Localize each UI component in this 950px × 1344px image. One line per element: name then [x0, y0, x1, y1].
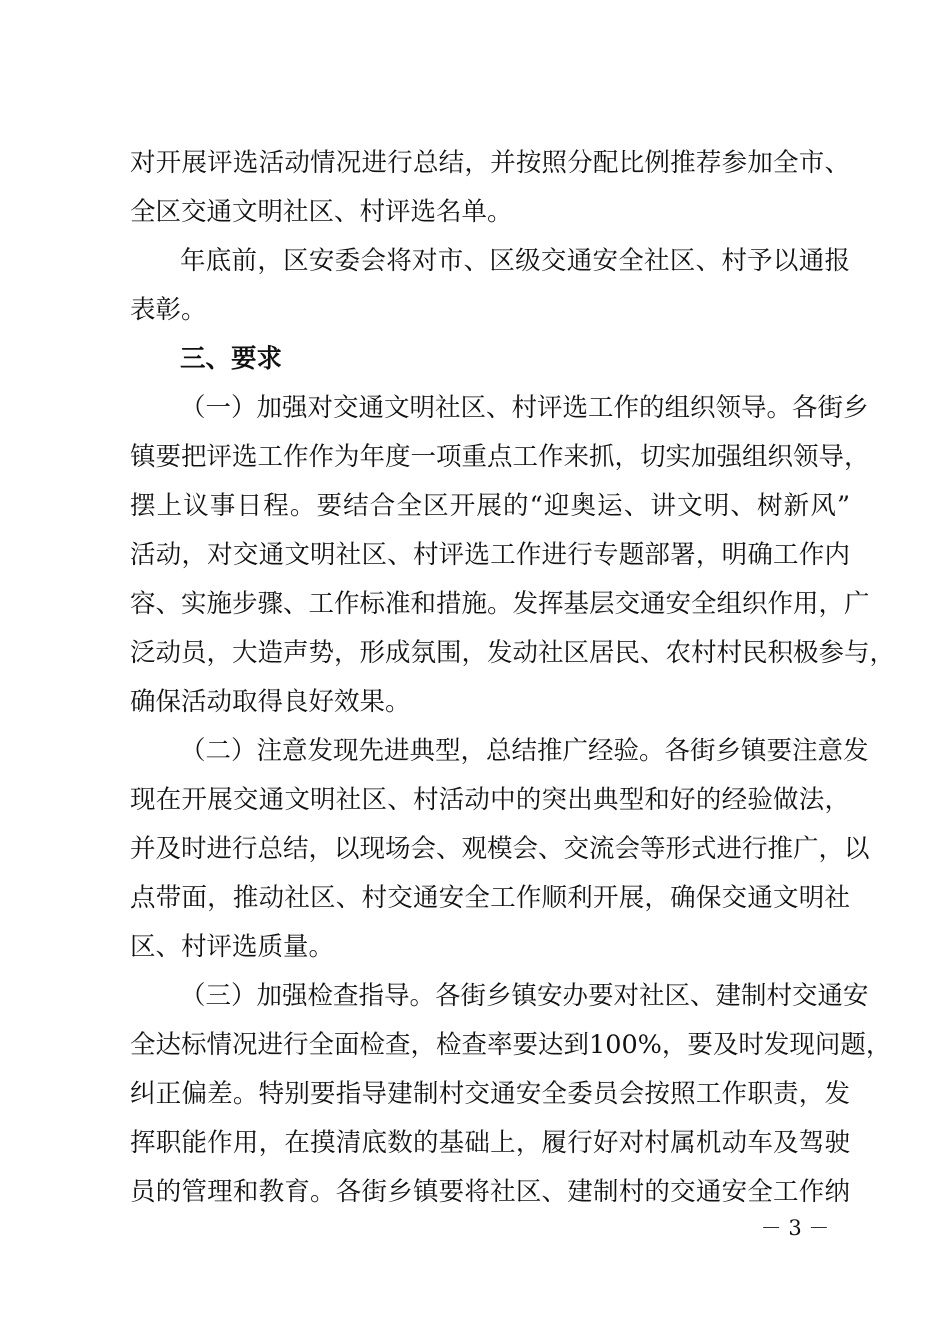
body-text-line: 年底前，区安委会将对市、区级交通安全社区、村予以通报 — [180, 246, 850, 276]
body-text-line: 全区交通文明社区、村评选名单。 — [130, 197, 513, 227]
body-text-line: 区、村评选质量。 — [130, 932, 335, 962]
body-text-line: 纠正偏差。特别要指导建制村交通安全委员会按照工作职责，发 — [130, 1079, 850, 1109]
body-text-line: 对开展评选活动情况进行总结，并按照分配比例推荐参加全市、 — [130, 148, 850, 178]
body-text-line: 全达标情况进行全面检查，检查率要达到100%，要及时发现问题， — [130, 1030, 892, 1060]
body-text-line: 泛动员，大造声势，形成氛围，发动社区居民、农村村民积极参与， — [130, 638, 896, 668]
body-text-line: 并及时进行总结，以现场会、观模会、交流会等形式进行推广，以 — [130, 834, 870, 864]
body-text-line: 确保活动取得良好效果。 — [130, 687, 411, 717]
body-text-line: 摆上议事日程。要结合全区开展的“迎奥运、讲文明、树新风” — [130, 491, 850, 521]
body-text-line: 员的管理和教育。各街乡镇要将社区、建制村的交通安全工作纳 — [130, 1177, 850, 1207]
body-text-line: （一）加强对交通文明社区、村评选工作的组织领导。各街乡 — [180, 393, 869, 423]
body-text-line: 挥职能作用，在摸清底数的基础上，履行好对村属机动车及驾驶 — [130, 1128, 850, 1158]
page-number: － 3 － — [760, 1216, 830, 1240]
body-text-line: 现在开展交通文明社区、村活动中的突出典型和好的经验做法， — [130, 785, 850, 815]
body-text-line: 点带面，推动社区、村交通安全工作顺利开展，确保交通文明社 — [130, 883, 850, 913]
body-text-line: （三）加强检查指导。各街乡镇安办要对社区、建制村交通安 — [180, 981, 869, 1011]
body-text-line: 容、实施步骤、工作标准和措施。发挥基层交通安全组织作用，广 — [130, 589, 870, 619]
body-text-line: 镇要把评选工作作为年度一项重点工作来抓，切实加强组织领导， — [130, 442, 870, 472]
section-heading: 三、要求 — [180, 344, 283, 374]
body-text-line: 表彰。 — [130, 295, 207, 325]
body-text-line: 活动，对交通文明社区、村评选工作进行专题部署，明确工作内 — [130, 540, 850, 570]
body-text-line: （二）注意发现先进典型，总结推广经验。各街乡镇要注意发 — [180, 736, 869, 766]
